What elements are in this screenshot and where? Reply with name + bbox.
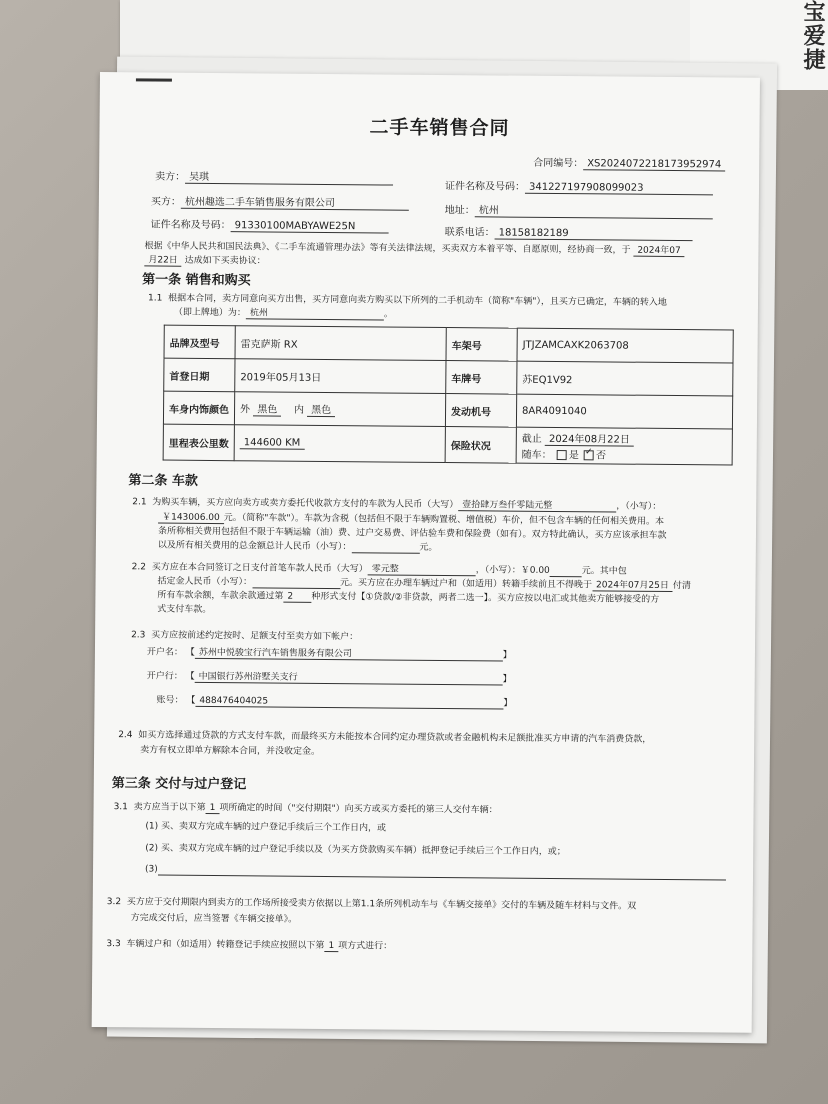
account-name-field: 开户名： 【 苏州中悦骏宝行汽车销售服务有限公司 】: [147, 644, 512, 661]
buyer-field: 买方： 杭州趣选二手车销售服务有限公司: [151, 192, 409, 210]
article1-heading: 第一条 销售和购买: [142, 272, 251, 289]
vehicle-info-table: [163, 325, 734, 466]
clause-1-1-line2: （即上牌地）为： 杭州 。: [174, 305, 393, 321]
top-mark: [136, 78, 172, 81]
contract-number: 合同编号： XS2024072218173952974: [533, 154, 725, 172]
account-number-field: 账号： 【 488476404025 】: [156, 695, 513, 709]
bank-field: 开户行： 【 中国银行苏州浒墅关支行 】: [147, 668, 512, 685]
vin-label: 车架号: [446, 328, 517, 362]
color-value: 外 黑色 内 黑色: [234, 392, 445, 427]
preamble-line1: 根据《中华人民共和国民法典》、《二手车流通管理办法》等有关法律法规，买卖双方本着平等、自愿原则，经协商一致，于 2024年07: [144, 238, 684, 257]
follow-no-checkbox: [584, 450, 594, 460]
article2-heading: 第二条 车款: [128, 473, 199, 489]
clause-3-3: 3.3 车辆过户和（如适用）转籍登记手续应按照以下第 1 项方式进行：: [106, 939, 393, 952]
reg-date-label: 首登日期: [164, 358, 235, 392]
page-title: 二手车销售合同: [369, 116, 510, 140]
clause-2-4-line1: 2.4 如买方选择通过贷款的方式支付车款，而最终买方未能按本合同约定办理贷款或者金融机构未足额批准买方申请的汽车消费贷款，: [118, 730, 652, 745]
engine-label: 发动机号: [445, 394, 516, 428]
clause-3-1: 3.1 卖方应当于以下第 1 项所确定的时间（"交付期限"）向买方或买方委托的第三人交付车辆：: [113, 802, 498, 816]
contract-page: [92, 72, 760, 1033]
clause-2-2-line2: 括定金人民币（小写）： 元。买方应在办理车辆过户和（如适用）转籍手续前且不得晚于 2024年07月25日 付清: [157, 576, 691, 592]
clause-2-1-line4: 以及所有相关费用的总金额总计人民币（小写）： 元。: [157, 540, 438, 553]
clause-2-3: 2.3 买方应按前述约定按时、足额支付至卖方如下帐户：: [131, 630, 359, 643]
vin-value: JTJZAMCAXK2063708: [517, 328, 733, 363]
buyer-id-field: 证件名称及号码： 91330100MABYAWE25N: [151, 215, 389, 233]
buyer-phone-field: 联系电话： 18158182189: [445, 223, 693, 241]
insurance-label: 保险状况: [445, 427, 516, 464]
clause-3-1-option1: (1) 买、卖双方完成车辆的过户登记手续后三个工作日内，或: [145, 821, 387, 834]
clause-2-2-line4: 式支付车款。: [157, 604, 212, 615]
insurance-value: 截止 2024年08月22日 随车： 是 ✓ 否: [516, 427, 732, 465]
clause-2-2-line3: 所有车款余额，车款余款通过第 2 种形式支付【①贷款/②非贷款，两者二选一】。买方应按以电汇或其他卖方能够接受的方: [157, 590, 660, 605]
article3-heading: 第三条 交付与过户登记: [111, 776, 247, 793]
underlying-document-side-text: 宝爱捷: [800, 0, 825, 72]
clause-3-2-line2: 方完成交付后，应当签署《车辆交接单》。: [130, 913, 298, 925]
follow-yes-checkbox: [557, 450, 567, 460]
reg-date-value: 2019年05月13日: [235, 359, 446, 394]
seller-id-field: 证件名称及号码： 341227197908099023: [445, 177, 713, 195]
plate-label: 车牌号: [446, 361, 517, 395]
seller-field: 卖方： 吴琪: [155, 167, 393, 185]
clause-2-2-line1: 2.2 买方应在本合同签订之日支付首笔车款人民币（大写） 零元整 ，（小写）：￥0.00 元。其中包: [131, 562, 627, 577]
clause-2-1-line2: ￥143006.00 元。（简称"车款"）。车款为含税（包括但不限于车辆购置税、增值税）车价，但不包含车辆的任何相关费用。本: [158, 510, 664, 528]
clause-2-4-line2: 卖方有权立即单方解除本合同，并没收定金。: [140, 745, 321, 757]
brand-value: 雷克萨斯 RX: [235, 326, 446, 361]
preamble-line2: 月22日 达成如下买卖协议：: [144, 252, 265, 267]
engine-value: 8AR4091040: [516, 394, 732, 429]
brand-label: 品牌及型号: [164, 325, 235, 359]
clause-3-1-option2: (2) 买、卖双方完成车辆的过户登记手续以及（为买方贷款购买车辆）抵押登记手续后三个工作日内，或；: [145, 843, 566, 858]
clause-3-1-option3: (3): [145, 864, 726, 880]
mileage-value: 144600 KM: [234, 425, 445, 463]
clause-1-1-line1: 1.1 根据本合同，卖方同意向买方出售，买方同意向卖方购买以下所列的二手机动车（简称"车辆"），且买方已确定，车辆的转入地: [147, 293, 667, 308]
clause-3-2-line1: 3.2 买方应于交付期限内到卖方的工作场所接受卖方依据以上第1.1条所列机动车与《车辆交接单》交付的车辆及随车材料与文件。双: [106, 897, 637, 912]
plate-value: 苏EQ1V92: [517, 361, 733, 396]
buyer-address-field: 地址： 杭州: [445, 201, 713, 219]
clause-2-1-line1: 2.1 为购买车辆，买方应向卖方或卖方委托代收款方支付的车款为人民币（大写） 壹拾肆万叁仟零陆元整 ，（小写）：: [132, 497, 662, 512]
clause-2-1-line3: 条所称相关费用包括但不限于车辆运输（油）费、过户交易费、评估验车费和保险费（如有）。双方特此确认，买方应该承担车款: [157, 526, 667, 541]
mileage-label: 里程表公里数: [163, 424, 234, 461]
color-label: 车身内饰颜色: [163, 391, 234, 425]
